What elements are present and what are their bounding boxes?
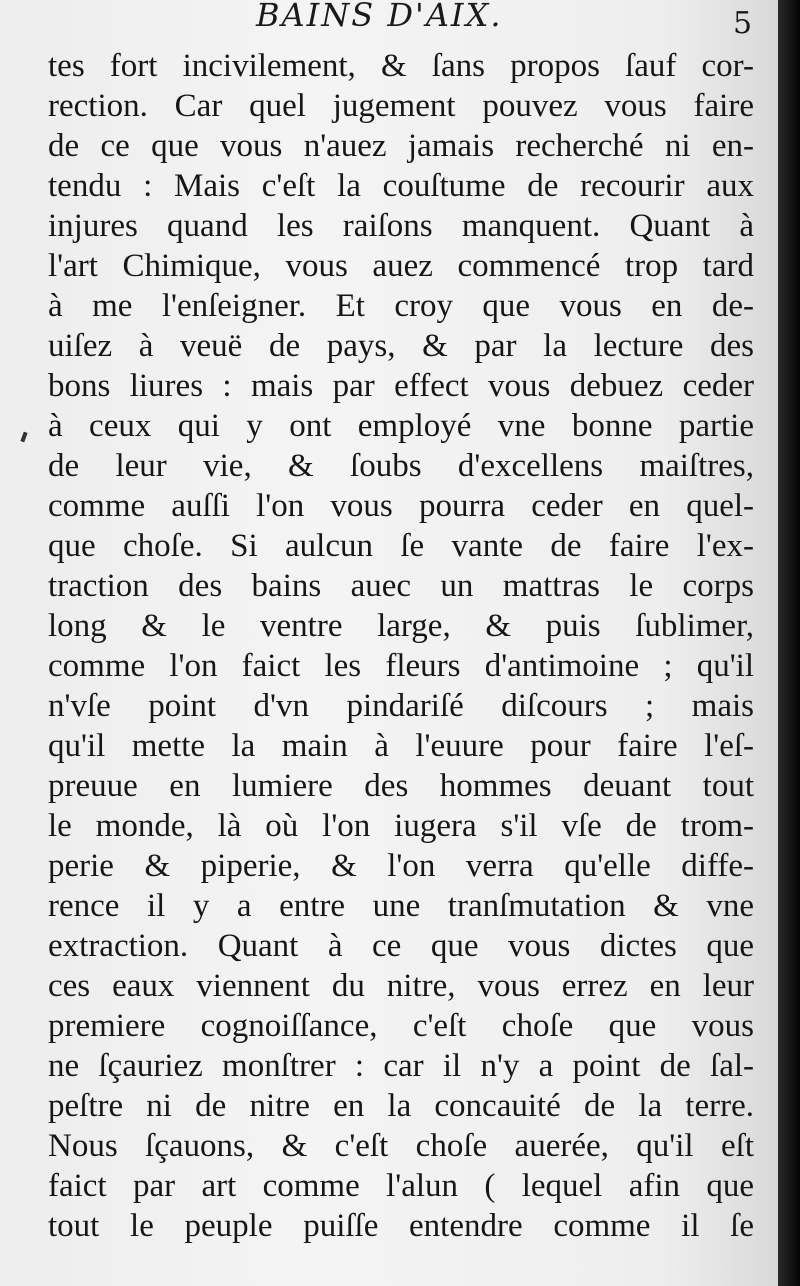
text-line: comme l'on faict les fleurs d'antimoine ; qu'il [48, 648, 754, 684]
text-line: à ceux qui y ont employé vne bonne partie [48, 408, 754, 444]
text-line: de leur vie, & ſoubs d'excellens maiſtres, [48, 448, 754, 484]
page-number: 5 [733, 6, 753, 41]
text-line: comme auſſi l'on vous pourra ceder en quel- [48, 488, 754, 524]
text-line: injures quand les raiſons manquent. Quant à [48, 208, 754, 244]
text-line: rection. Car quel jugement pouvez vous faire [48, 88, 754, 124]
text-line: l'art Chimique, vous auez commencé trop tard [48, 248, 754, 284]
text-line: faict par art comme l'alun ( lequel afin que [48, 1168, 754, 1204]
text-line: ne ſçauriez monſtrer : car il n'y a point de ſal- [48, 1048, 754, 1084]
binding-edge [778, 0, 800, 1286]
text-line: preuue en lumiere des hommes deuant tout [48, 768, 754, 804]
text-line: rence il y a entre une tranſmutation & vne [48, 888, 754, 924]
text-line: traction des bains auec un mattras le corps [48, 568, 754, 604]
running-head: BAINS D'AIX. [256, 0, 503, 34]
text-line: uiſez à veuë de pays, & par la lecture des [48, 328, 754, 364]
text-line: peſtre ni de nitre en la concauité de la terre. [48, 1088, 754, 1124]
text-line: tendu : Mais c'eſt la couſtume de recourir aux [48, 168, 754, 204]
text-line: qu'il mette la main à l'euure pour faire l'eſ- [48, 728, 754, 764]
text-line: que choſe. Si aulcun ſe vante de faire l'ex- [48, 528, 754, 564]
page-header [0, 0, 778, 46]
text-line: bons liures : mais par effect vous debuez ceder [48, 368, 754, 404]
text-line: de ce que vous n'auez jamais recherché ni en- [48, 128, 754, 164]
text-line: extraction. Quant à ce que vous dictes que [48, 928, 754, 964]
text-line: à me l'enſeigner. Et croy que vous en de- [48, 288, 754, 324]
text-line: ces eaux viennent du nitre, vous errez en leur [48, 968, 754, 1004]
text-line: le monde, là où l'on iugera s'il vſe de trom- [48, 808, 754, 844]
text-line: n'vſe point d'vn pindariſé diſcours ; mais [48, 688, 754, 724]
text-line: perie & piperie, & l'on verra qu'elle diffe- [48, 848, 754, 884]
text-line: tout le peuple puiſſe entendre comme il ſe [48, 1208, 754, 1244]
text-line: Nous ſçauons, & c'eſt choſe auerée, qu'il eſt [48, 1128, 754, 1164]
margin-mark [20, 432, 27, 443]
body-text [48, 46, 754, 1246]
text-line: premiere cognoiſſance, c'eſt choſe que vous [48, 1008, 754, 1044]
text-line: long & le ventre large, & puis ſublimer, [48, 608, 754, 644]
text-line: tes fort incivilement, & ſans propos ſauf cor- [48, 48, 754, 84]
